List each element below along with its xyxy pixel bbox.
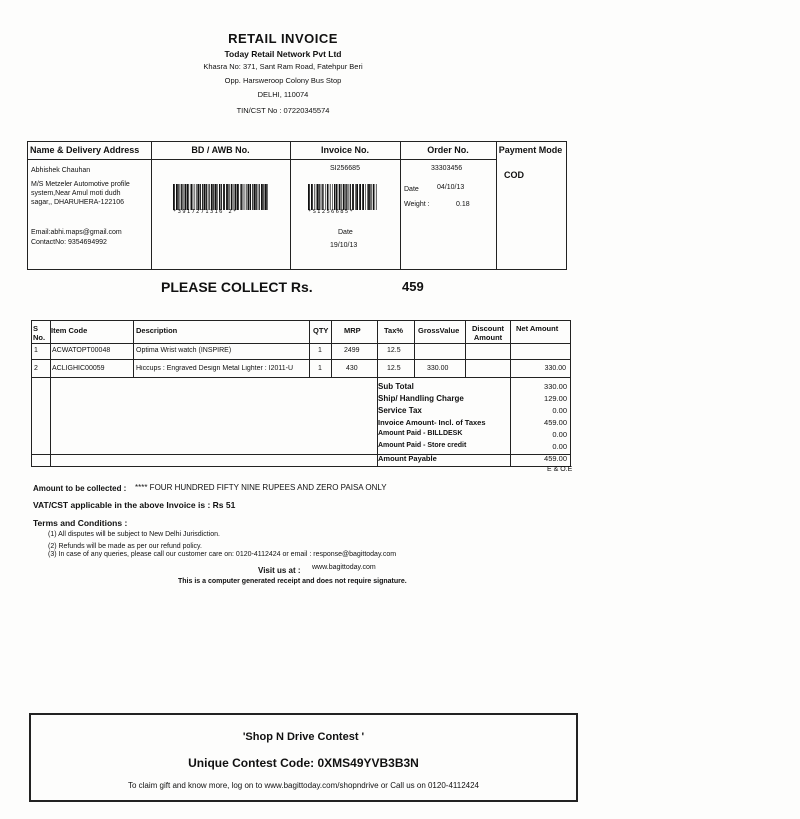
barcode-bar (211, 184, 213, 210)
barcode-bar (246, 184, 247, 210)
header-discount: Discount Amount (471, 324, 505, 342)
invoice-barcode (308, 184, 378, 210)
barcode-bar (352, 184, 354, 210)
barcode-bar (252, 184, 253, 210)
barcode-bar (308, 184, 310, 210)
weight-value: 0.18 (456, 201, 470, 208)
row2-description: Hiccups : Engraved Design Metal Lighter : I2011-U (136, 365, 294, 372)
amount-paid-store-credit-value: 0.00 (552, 442, 567, 451)
barcode-bar (190, 184, 191, 210)
row1-mrp: 2499 (344, 347, 360, 354)
customer-address-line-1: M/S Metzeler Automotive profile (31, 181, 130, 188)
row-divider (32, 359, 570, 360)
barcode-bar (202, 184, 203, 210)
customer-address-line-3: sagar,, DHARUHERA-122106 (31, 199, 124, 206)
barcode-bar (213, 184, 214, 210)
barcode-bar (355, 184, 356, 210)
row2-tax: 12.5 (387, 365, 401, 372)
header-qty: QTY (313, 326, 329, 335)
amount-paid-billdesk-value: 0.00 (552, 430, 567, 439)
amount-paid-store-credit-label: Amount Paid - Store credit (378, 442, 467, 449)
col-invoice-header: Invoice No. (290, 142, 400, 160)
barcode-bar (197, 184, 199, 210)
amount-paid-billdesk-label: Amount Paid - BILLDESK (378, 430, 463, 437)
awb-barcode-text: *3917271316 2* (173, 209, 238, 215)
header-tax: Tax% (384, 326, 404, 335)
row1-tax: 12.5 (387, 347, 401, 354)
barcode-bar (250, 184, 251, 210)
invoice-amount-label: Invoice Amount- Incl. of Taxes (378, 418, 486, 427)
barcode-bar (191, 184, 192, 210)
col-name-header: Name & Delivery Address (28, 142, 151, 160)
ship-handling-value: 129.00 (544, 394, 567, 403)
barcode-bar (319, 184, 320, 210)
term-2: (2) Refunds will be made as per our refund policy. (48, 543, 202, 550)
barcode-bar (350, 184, 351, 210)
amount-collected-label: Amount to be collected : (33, 484, 127, 493)
term-1: (1) All disputes will be subject to New Delhi Jurisdiction. (48, 531, 220, 538)
visit-us-label: Visit us at : (258, 566, 301, 575)
row1-sno: 1 (34, 347, 38, 354)
customer-name: Abhishek Chauhan (31, 167, 91, 174)
barcode-bar (254, 184, 256, 210)
col-divider (331, 321, 332, 377)
invoice-title: RETAIL INVOICE (228, 31, 338, 46)
barcode-bar (204, 184, 206, 210)
barcode-bar (376, 184, 377, 210)
col-divider (133, 321, 134, 377)
barcode-bar (233, 184, 234, 210)
col-order-header: Order No. (400, 142, 496, 160)
header-net: Net Amount (516, 324, 559, 333)
barcode-bar (241, 184, 242, 210)
col-divider (465, 321, 466, 377)
order-date: 04/10/13 (437, 184, 465, 191)
invoice-number: SI256685 (330, 165, 360, 172)
barcode-bar (195, 184, 196, 210)
invoice-column (290, 142, 401, 269)
barcode-bar (176, 184, 178, 210)
payment-column (496, 142, 565, 269)
barcode-bar (228, 184, 229, 210)
col-awb-header: BD / AWB No. (151, 142, 290, 160)
weight-label: Weight : (404, 201, 430, 208)
visit-us-url[interactable]: www.bagittoday.com (312, 564, 376, 571)
barcode-bar (327, 184, 328, 210)
awb-column (151, 142, 291, 269)
service-tax-label: Service Tax (378, 406, 422, 415)
barcode-bar (362, 184, 364, 210)
header-item-code: Item Code (51, 326, 88, 335)
customer-contact: ContactNo: 9354694992 (31, 239, 107, 246)
row2-qty: 1 (318, 365, 322, 372)
barcode-bar (367, 184, 368, 210)
tin-number: TIN/CST No : 07220345574 (236, 106, 330, 115)
barcode-bar (181, 184, 182, 210)
header-sno: S No. (33, 324, 46, 342)
row2-net: 330.00 (544, 365, 566, 372)
customer-address-line-2: system,Near Amul moti dudh (31, 190, 121, 197)
barcode-bar (323, 184, 324, 210)
barcode-bar (368, 184, 370, 210)
barcode-bar (365, 184, 366, 210)
barcode-bar (259, 184, 260, 210)
barcode-bar (231, 184, 232, 210)
company-address-2: Opp. Harsweroop Colony Bus Stop (224, 76, 342, 85)
barcode-bar (200, 184, 201, 210)
header-gross: GrossValue (418, 326, 460, 335)
barcode-bar (223, 184, 225, 210)
barcode-bar (341, 184, 342, 210)
barcode-bar (373, 184, 374, 210)
e-and-oe: E & O.E (547, 466, 573, 473)
barcode-bar (245, 184, 246, 210)
contest-note: To claim gift and know more, log on to www.bagittoday.com/shopndrive or Call us on 0120-4112424 (127, 781, 479, 790)
barcode-bar (185, 184, 187, 210)
barcode-bar (219, 184, 220, 210)
row2-mrp: 430 (346, 365, 358, 372)
barcode-bar (184, 184, 185, 210)
barcode-bar (311, 184, 313, 210)
barcode-bar (370, 184, 371, 210)
amount-payable-value: 459.00 (544, 454, 567, 463)
row2-gross: 330.00 (427, 365, 449, 372)
barcode-bar (317, 184, 319, 210)
invoice-barcode-bars (308, 184, 378, 210)
barcode-bar (263, 184, 264, 210)
barcode-bar (265, 184, 267, 210)
row2-sno: 2 (34, 365, 38, 372)
computer-generated-note: This is a computer generated receipt and does not require signature. (178, 578, 407, 585)
barcode-bar (243, 184, 244, 210)
barcode-bar (234, 184, 235, 210)
barcode-bar (226, 184, 228, 210)
row-divider (32, 377, 570, 378)
company-address-1: Khasra No: 371, Sant Ram Road, Fatehpur Beri (203, 62, 363, 71)
row1-description: Optima Wrist watch (INSPIRE) (136, 347, 232, 354)
barcode-bar (182, 184, 183, 210)
barcode-bar (215, 184, 217, 210)
barcode-bar (314, 184, 315, 210)
please-collect-amount: 459 (402, 279, 424, 294)
barcode-bar (348, 184, 349, 210)
barcode-bar (261, 184, 263, 210)
ship-handling-label: Ship/ Handling Charge (378, 394, 464, 403)
barcode-bar (173, 184, 175, 210)
customer-email: Email:abhi.maps@gmail.com (31, 229, 122, 236)
col-divider (309, 321, 310, 377)
barcode-bar (256, 184, 257, 210)
barcode-bar (187, 184, 189, 210)
invoice-date: 19/10/13 (330, 242, 358, 249)
barcode-bar (339, 184, 341, 210)
barcode-bar (178, 184, 179, 210)
items-table (31, 320, 571, 467)
order-column (400, 142, 497, 269)
barcode-bar (343, 184, 345, 210)
company-name: Today Retail Network Pvt Ltd (224, 49, 342, 59)
address-box (27, 141, 567, 270)
table-header-divider (32, 343, 570, 344)
barcode-bar (217, 184, 218, 210)
contest-box (29, 713, 578, 802)
row2-code: ACLIGHIC00059 (52, 365, 105, 372)
barcode-bar (196, 184, 197, 210)
service-tax-value: 0.00 (552, 406, 567, 415)
invoice-amount-value: 459.00 (544, 418, 567, 427)
payment-mode: COD (504, 170, 524, 180)
barcode-bar (345, 184, 346, 210)
barcode-bar (237, 184, 239, 210)
barcode-bar (267, 184, 268, 210)
barcode-bar (235, 184, 237, 210)
barcode-bar (240, 184, 241, 210)
terms-title: Terms and Conditions : (33, 518, 128, 528)
barcode-bar (356, 184, 358, 210)
amount-in-words: **** FOUR HUNDRED FIFTY NINE RUPEES AND ZERO PAISA ONLY (135, 483, 387, 492)
row1-qty: 1 (318, 347, 322, 354)
sub-total-label: Sub Total (378, 382, 414, 391)
barcode-bar (316, 184, 317, 210)
vat-line: VAT/CST applicable in the above Invoice is : Rs 51 (33, 500, 236, 510)
barcode-bar (209, 184, 210, 210)
order-date-label: Date (404, 186, 419, 193)
amount-payable-label: Amount Payable (378, 454, 437, 463)
barcode-bar (248, 184, 250, 210)
barcode-bar (206, 184, 207, 210)
barcode-bar (346, 184, 347, 210)
barcode-bar (334, 184, 335, 210)
awb-barcode (173, 184, 269, 210)
sub-total-value: 330.00 (544, 382, 567, 391)
invoice-barcode-text: *SI256685* (308, 209, 355, 215)
header-mrp: MRP (344, 326, 361, 335)
summary-bottom-divider (32, 454, 570, 455)
barcode-bar (329, 184, 330, 210)
barcode-bar (193, 184, 194, 210)
col-payment-header: Payment Mode (498, 145, 563, 155)
please-collect-label: PLEASE COLLECT Rs. (161, 279, 313, 295)
barcode-bar (325, 184, 326, 210)
contest-code: Unique Contest Code: 0XMS49YVB3B3N (188, 756, 419, 770)
barcode-bar (336, 184, 338, 210)
col-divider (414, 321, 415, 377)
barcode-bar (359, 184, 361, 210)
awb-barcode-bars (173, 184, 269, 210)
header-description: Description (136, 326, 178, 335)
barcode-bar (322, 184, 323, 210)
company-city: DELHI, 110074 (257, 90, 309, 99)
barcode-bar (332, 184, 333, 210)
col-divider (50, 321, 51, 466)
barcode-bar (375, 184, 376, 210)
order-number: 33303456 (431, 165, 463, 172)
barcode-bar (221, 184, 222, 210)
invoice-date-label: Date (338, 229, 353, 236)
term-3: (3) In case of any queries, please call our customer care on: 0120-4112424 or email : response@bagittoday.com (48, 551, 397, 558)
name-address-column (28, 142, 152, 269)
contest-title: 'Shop N Drive Contest ' (242, 731, 365, 743)
barcode-bar (330, 184, 331, 210)
row1-code: ACWATOPT00048 (52, 347, 111, 354)
